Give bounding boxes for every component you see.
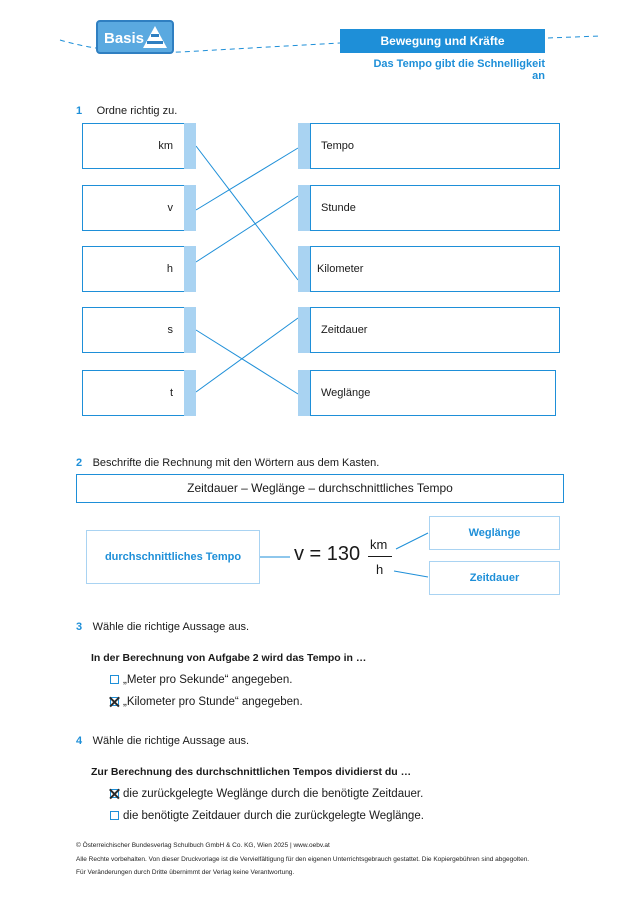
answer-top-box[interactable]: Weglänge [429,516,560,550]
answer-bottom-box[interactable]: Zeitdauer [429,561,560,595]
checkbox-checked[interactable] [110,789,119,798]
word-box: Zeitdauer – Weglänge – durchschnittliches Tempo [76,474,564,503]
task4-question: Zur Berechnung des durchschnittlichen Tempos dividierst du … [91,766,412,778]
task3-question: In der Berechnung von Aufgabe 2 wird das Tempo in … [91,652,367,664]
task3-option-1[interactable] [110,674,292,686]
match-left-label: t [169,387,173,399]
task4-number: 4 [76,735,83,747]
task4-option-1[interactable] [110,788,423,800]
topic-title: Das Tempo gibt die Schnelligkeit an [373,58,545,82]
task3-header [76,617,249,635]
task2-number: 2 [76,457,83,469]
match-right-label: Weglänge [321,387,371,399]
task4-instruction: Wähle die richtige Aussage aus. [92,735,250,747]
match-right-label: Tempo [321,140,355,152]
footer-copyright: © Österreichischer Bundesverlag Schulbuch GmbH & Co. KG, Wien 2025 | www.oebv.at [76,842,330,849]
subject-bar: Bewegung und Kräfte [340,29,545,53]
task4-option-2[interactable] [110,810,424,822]
match-left-label: s [167,324,173,336]
task1-instruction: Ordne richtig zu. [96,105,178,117]
option-label: die benötigte Zeitdauer durch die zurückgelegte Weglänge. [123,810,424,822]
match-right-label: Stunde [321,202,356,214]
fraction-bar [368,556,392,557]
option-label: „Kilometer pro Stunde“ angegeben. [123,696,303,708]
footer-disclaimer: Für Veränderungen durch Dritte übernimmt der Verlag keine Verantwortung. [76,869,295,876]
match-left-label: h [166,263,173,275]
task3-number: 3 [76,621,83,633]
footer-rights: Alle Rechte vorbehalten. Von dieser Druckvorlage ist die Vervielfältigung für den eigenen Unterrichtsgebrauch gestattet. Die Kopiergebühren sind abgegolten. [76,856,530,863]
task4-header [76,731,249,749]
option-label: die zurückgelegte Weglänge durch die benötigte Zeitdauer. [123,788,424,800]
task3-instruction: Wähle die richtige Aussage aus. [92,621,250,633]
checkbox-checked[interactable] [110,697,119,706]
task2-instruction: Beschrifte die Rechnung mit den Wörtern aus dem Kasten. [92,457,380,469]
formula-denominator: h [376,562,384,577]
task1-number: 1 [76,105,83,117]
match-right-label: Kilometer [317,263,364,275]
answer-left-box[interactable]: durchschnittliches Tempo [86,530,260,584]
option-label: „Meter pro Sekunde“ angegeben. [123,674,293,686]
task3-option-2[interactable] [110,696,303,708]
logo-text: Basis [104,30,145,47]
match-left-label: v [167,202,173,214]
match-left-label: km [158,140,173,152]
checkbox[interactable] [110,675,119,684]
formula-numerator: km [370,537,388,552]
match-right-label: Zeitdauer [321,324,368,336]
formula-text: v = 130 [294,543,361,565]
checkbox[interactable] [110,811,119,820]
